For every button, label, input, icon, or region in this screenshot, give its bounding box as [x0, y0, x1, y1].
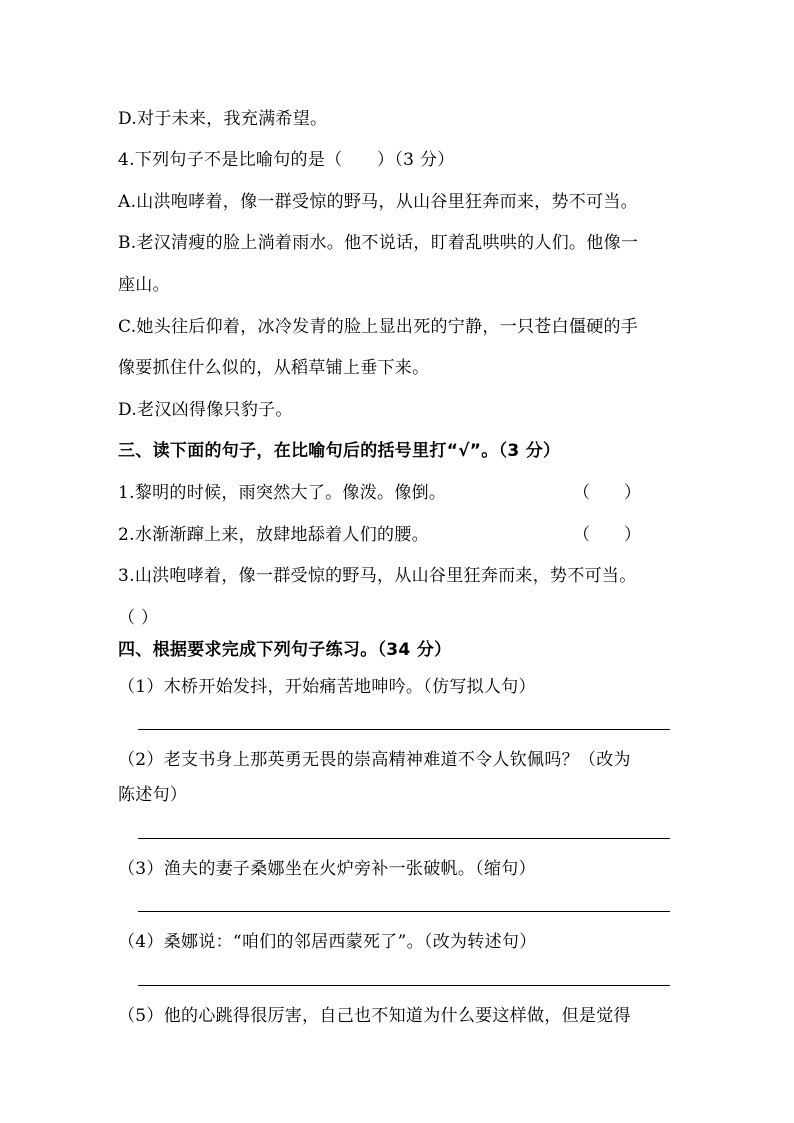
section-3-item-3: 3.山洪咆哮着，像一群受惊的野马，从山谷里狂奔而来，势不可当。 — [118, 566, 637, 586]
answer-line-1[interactable] — [138, 729, 670, 730]
question-4: 4.下列句子不是比喻句的是（ ）（3 分） — [118, 150, 455, 170]
section-3-item-2-answer-paren[interactable]: （ ） — [573, 525, 641, 545]
answer-line-3[interactable] — [138, 911, 670, 912]
section-4-item-4: （4）桑娜说：“咱们的邻居西蒙死了”。（改为转述句） — [118, 932, 537, 952]
section-3-item-1-answer-paren[interactable]: （ ） — [573, 483, 641, 503]
section-4-item-5: （5）他的心跳得很厉害，自己也不知道为什么要这样做，但是觉得 — [118, 1006, 631, 1026]
section-4-heading: 四、根据要求完成下列句子练习。（34 分） — [118, 640, 452, 660]
answer-line-4[interactable] — [138, 985, 670, 986]
answer-line-2[interactable] — [138, 838, 670, 839]
section-3-item-3-answer-paren[interactable]: （ ） — [118, 608, 159, 628]
section-3-item-1: 1.黎明的时候，雨突然大了。像泼。像倒。 — [118, 483, 447, 503]
section-4-item-2-line1: （2）老支书身上那英勇无畏的崇高精神难道不令人钦佩吗？（改为 — [118, 750, 631, 770]
question-4-option-b-line1: B.老汉清瘦的脸上淌着雨水。他不说话，盯着乱哄哄的人们。他像一 — [118, 233, 639, 253]
question-4-option-c-line2: 像要抓住什么似的，从稻草铺上垂下来。 — [118, 358, 430, 378]
question-4-option-b-line2: 座山。 — [118, 275, 170, 295]
section-4-item-1: （1）木桥开始发抖，开始痛苦地呻吟。（仿写拟人句） — [118, 677, 536, 697]
question-4-option-a: A.山洪咆哮着，像一群受惊的野马，从山谷里狂奔而来，势不可当。 — [118, 192, 638, 212]
option-d-previous: D.对于未来，我充满希望。 — [118, 109, 328, 129]
section-4-item-3: （3）渔夫的妻子桑娜坐在火炉旁补一张破帆。（缩句） — [118, 859, 536, 879]
question-4-option-d: D.老汉凶得像只豹子。 — [118, 400, 293, 420]
section-4-item-2-line2: 陈述句） — [118, 785, 188, 805]
section-3-heading: 三、读下面的句子，在比喻句后的括号里打“√”。（3 分） — [118, 441, 561, 461]
section-3-item-2: 2.水渐渐蹿上来，放肆地舔着人们的腰。 — [118, 525, 429, 545]
question-4-option-c-line1: C.她头往后仰着，冰冷发青的脸上显出死的宁静，一只苍白僵硬的手 — [118, 317, 639, 337]
